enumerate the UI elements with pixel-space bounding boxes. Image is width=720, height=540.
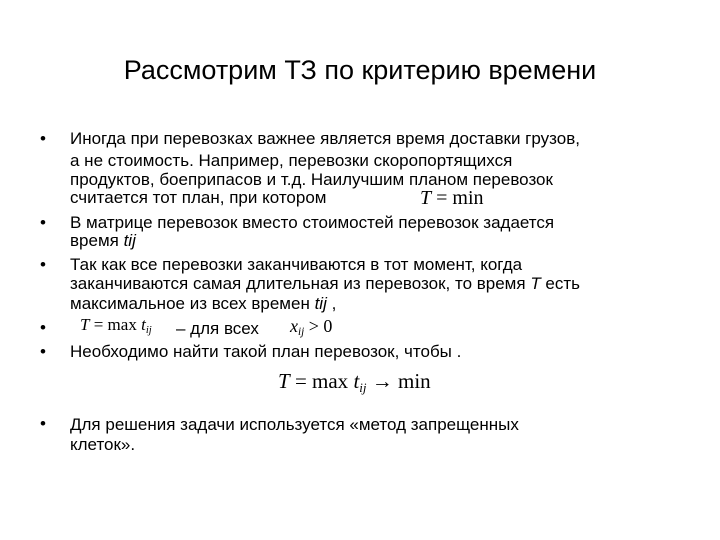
formula-subscript: ij [298,326,305,339]
bullet2-time-word: время [70,231,124,250]
formula-gt-text: > 0 [304,316,333,336]
bullet3-line2-text: заканчиваются самая длительная из перевозок, то время [70,274,531,293]
bullet3-line2-tail: есть [540,274,581,293]
bullet2-line1: В матрице перевозок вместо стоимостей перевозок задается [70,213,555,232]
bullet-marker: • [40,318,46,337]
formula-t-max-min [278,369,431,394]
bullet1-line1: Иногда при перевозках важнее является время доставки грузов, [70,129,580,148]
bullet3-line2 [70,275,580,293]
bullet4-text: – для всех [176,319,259,338]
formula-x-positive [290,316,332,337]
bullet1-line2: а не стоимость. Например, перевозки скоропортящихся [70,151,513,170]
bullet-marker: • [40,129,46,148]
formula-t-max [80,315,152,335]
bullet3-line3 [70,295,336,313]
formula-t-var: t [141,315,146,334]
slide-title: Рассмотрим ТЗ по критерию времени [123,55,597,85]
formula-min-text: = min [431,187,484,209]
bullet1-line3: продуктов, боеприпасов и т.д. Наилучшим планом перевозок [70,170,553,189]
bullet2-tij: tij [123,231,136,250]
bullet6-line2: клеток». [70,435,136,454]
bullet5-line1: Необходимо найти такой план перевозок, чтобы . [70,342,462,361]
formula-subscript: ij [145,325,152,337]
formula-max-text: = max [89,315,142,334]
bullet-marker: • [40,414,46,433]
formula-t-var: t [353,369,360,393]
bullet2-line2 [70,232,136,250]
bullet3-tij: tij [314,294,327,313]
formula-t-min [420,187,484,210]
formula-subscript: ij [359,379,367,395]
formula-min-text: → min [366,369,431,393]
formula-max-text: = max [289,369,354,393]
bullet3-line3-text: максимальное из всех времен [70,294,315,313]
formula-t-symbol: T [278,369,290,393]
bullet-marker: • [40,342,46,361]
formula-t-symbol: T [420,187,432,209]
bullet3-line1: Так как все перевозки заканчиваются в тот момент, когда [70,255,523,274]
bullet-marker: • [40,255,46,274]
bullet3-t: T [530,274,541,293]
bullet-marker: • [40,213,46,232]
formula-x-var: x [290,316,298,336]
bullet1-line4: считается тот план, при котором [70,188,327,207]
bullet6-line1: Для решения задачи используется «метод запрещенных [70,415,519,434]
formula-t-symbol: T [80,315,90,334]
bullet3-line3-tail: , [326,294,337,313]
